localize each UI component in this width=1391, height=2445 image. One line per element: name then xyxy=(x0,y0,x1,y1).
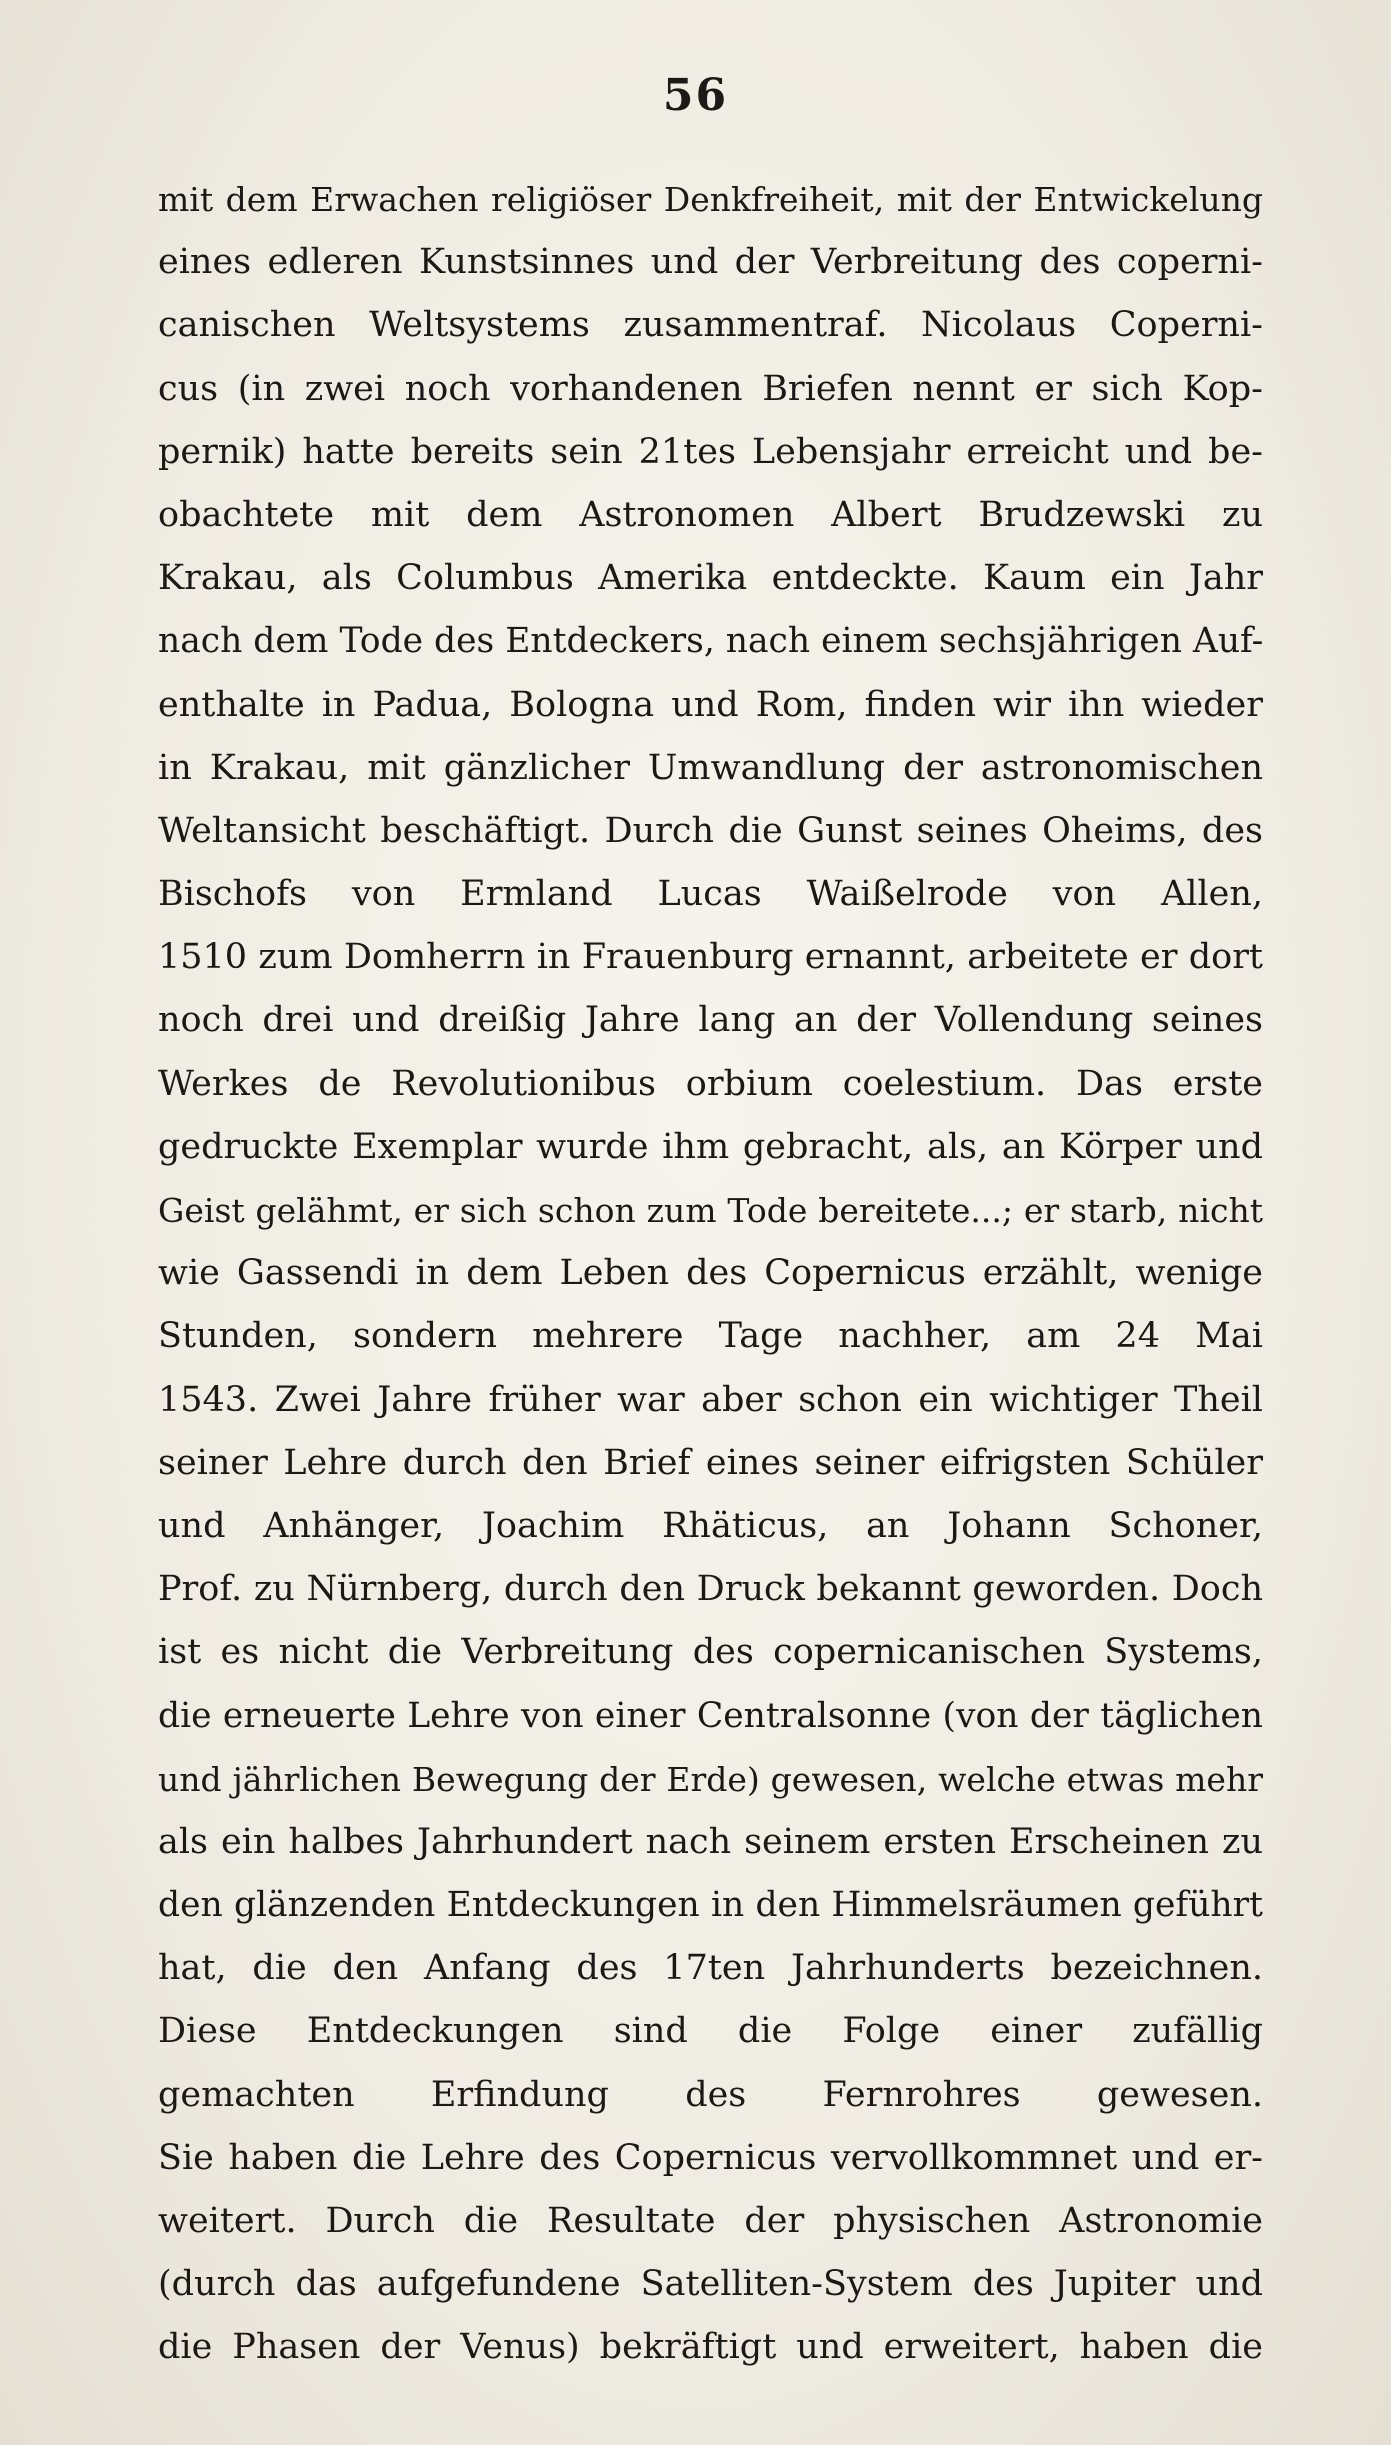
page-number: 56 xyxy=(662,70,729,121)
text-line: canischen Weltsystems zusammentraf. Nicolaus Coperni- xyxy=(158,305,1263,346)
text-line: in Krakau, mit gänzlicher Umwandlung der astronomischen xyxy=(158,747,1263,788)
text-line: Weltansicht beschäftigt. Durch die Gunst seines Oheims, des xyxy=(158,810,1263,851)
text-line: Bischofs von Ermland Lucas Waißelrode von Allen, xyxy=(158,874,1263,915)
text-line: den glänzenden Entdeckungen in den Himmelsräumen geführt xyxy=(158,1885,1263,1926)
text-line: (durch das aufgefundene Satelliten-System des Jupiter und xyxy=(158,2264,1263,2305)
text-line: gemachten Erfindung des Fernrohres gewesen. xyxy=(158,2074,1263,2115)
text-line: hat, die den Anfang des 17ten Jahrhunderts bezeichnen. xyxy=(158,1948,1263,1989)
text-line: seiner Lehre durch den Brief eines seiner eifrigsten Schüler xyxy=(158,1442,1263,1483)
text-line: 1543. Zwei Jahre früher war aber schon ein wichtiger Theil xyxy=(158,1379,1263,1420)
text-line: cus (in zwei noch vorhandenen Briefen nennt er sich Kop- xyxy=(158,368,1263,409)
text-line: eines edleren Kunstsinnes und der Verbreitung des coperni- xyxy=(158,242,1263,283)
body-text xyxy=(158,168,1263,2380)
text-line: mit dem Erwachen religiöser Denkfreiheit, mit der Entwickelung xyxy=(158,180,1263,219)
text-line: die Phasen der Venus) bekräftigt und erweitert, haben die xyxy=(158,2327,1263,2368)
text-line: obachtete mit dem Astronomen Albert Brudzewski zu xyxy=(158,494,1263,535)
text-line: die erneuerte Lehre von einer Centralsonne (von der täglichen xyxy=(158,1695,1263,1736)
text-line: und Anhänger, Joachim Rhäticus, an Johann Schoner, xyxy=(158,1505,1263,1546)
text-line: und jährlichen Bewegung der Erde) gewesen, welche etwas mehr xyxy=(158,1759,1263,1799)
text-line: Sie haben die Lehre des Copernicus vervollkommnet und er- xyxy=(158,2137,1263,2178)
text-line: noch drei und dreißig Jahre lang an der Vollendung seines xyxy=(158,1000,1263,1041)
text-line: ist es nicht die Verbreitung des copernicanischen Systems, xyxy=(158,1632,1263,1673)
text-line: als ein halbes Jahrhundert nach seinem ersten Erscheinen zu xyxy=(158,1821,1263,1862)
text-line: gedruckte Exemplar wurde ihm gebracht, als, an Körper und xyxy=(158,1126,1263,1167)
text-line: Krakau, als Columbus Amerika entdeckte. Kaum ein Jahr xyxy=(158,558,1263,599)
text-line: nach dem Tode des Entdeckers, nach einem sechsjährigen Auf- xyxy=(158,621,1263,662)
text-line: Geist gelähmt, er sich schon zum Tode bereitete...; er starb, nicht xyxy=(158,1191,1263,1230)
text-line: Diese Entdeckungen sind die Folge einer zufällig xyxy=(158,2011,1263,2052)
text-line: Stunden, sondern mehrere Tage nachher, am 24 Mai xyxy=(158,1316,1263,1357)
text-line: Werkes de Revolutionibus orbium coelestium. Das erste xyxy=(158,1063,1263,1104)
text-line: pernik) hatte bereits sein 21tes Lebensjahr erreicht und be- xyxy=(158,431,1263,472)
text-line: wie Gassendi in dem Leben des Copernicus erzählt, wenige xyxy=(158,1253,1263,1294)
text-line: weitert. Durch die Resultate der physischen Astronomie xyxy=(158,2201,1263,2241)
text-line: 1510 zum Domherrn in Frauenburg ernannt, arbeitete er dort xyxy=(158,937,1263,978)
text-line: enthalte in Padua, Bologna und Rom, finden wir ihn wieder xyxy=(158,684,1263,725)
text-line: Prof. zu Nürnberg, durch den Druck bekannt geworden. Doch xyxy=(158,1569,1263,1610)
